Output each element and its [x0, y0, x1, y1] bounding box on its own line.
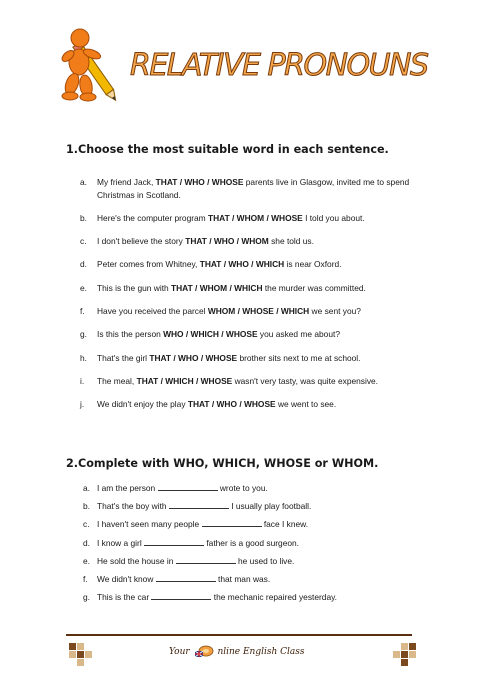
item-choice[interactable]: THAT / WHO / WHOM	[185, 236, 269, 247]
item-letter: i.	[80, 375, 85, 386]
item-choice[interactable]: WHO / WHICH / WHOSE	[163, 329, 258, 340]
answer-blank[interactable]	[144, 537, 204, 546]
page-title: RELATIVE PRONOUNS	[130, 48, 428, 83]
answer-blank[interactable]	[202, 518, 262, 527]
exercise1-item	[80, 328, 420, 341]
item-text	[97, 176, 420, 201]
item-text-after: is near Oxford.	[284, 259, 342, 270]
item-text	[97, 519, 308, 529]
item-letter: d.	[80, 259, 87, 270]
item-text	[97, 501, 311, 511]
section1-title: 1.Choose the most suitable word in each sentence.	[66, 143, 389, 156]
exercise1-item	[80, 352, 420, 365]
item-text-before: Here's the computer program	[97, 212, 208, 223]
item-letter: g.	[80, 329, 87, 340]
footer-brand	[169, 645, 305, 658]
item-text-before: The meal,	[97, 375, 137, 386]
item-text	[97, 538, 299, 548]
item-text	[97, 398, 420, 411]
item-letter: h.	[80, 352, 87, 363]
item-letter: c.	[80, 236, 87, 247]
exercise2-item	[83, 573, 403, 591]
item-text-after: she told us.	[268, 236, 314, 247]
item-text	[97, 352, 420, 365]
item-letter: b.	[80, 212, 87, 223]
item-letter: d.	[83, 537, 90, 548]
item-letter: f.	[80, 306, 85, 316]
item-letter: a.	[80, 177, 87, 187]
exercise1-item	[80, 258, 420, 271]
exercise2-item	[83, 482, 403, 500]
item-text	[97, 592, 337, 602]
item-choice[interactable]: THAT / WHO / WHOSE	[149, 352, 238, 363]
item-letter: j.	[80, 399, 85, 410]
footer-brand-before: Your	[169, 647, 190, 657]
item-text	[97, 556, 294, 566]
exercise2-item	[83, 537, 403, 555]
item-text	[97, 483, 268, 493]
item-text	[97, 282, 420, 295]
item-text-after: brother sits next to me at school.	[237, 352, 361, 363]
egg-flag-logo-icon	[194, 645, 214, 658]
footer-brand-after: nline English Class	[217, 647, 305, 657]
answer-blank[interactable]	[156, 573, 216, 582]
item-text-after: that man was.	[215, 573, 271, 584]
item-text-before: Have you received the parcel	[97, 306, 208, 316]
item-text-before: He sold the house in	[97, 555, 176, 566]
page-header	[0, 0, 477, 120]
item-text-after: I usually play football.	[228, 501, 312, 512]
item-choice[interactable]: THAT / WHOM / WHICH	[171, 282, 263, 293]
item-text	[97, 235, 420, 248]
answer-blank[interactable]	[151, 591, 211, 600]
item-text-after: wrote to you.	[217, 483, 268, 493]
item-text	[97, 212, 420, 225]
item-choice[interactable]: THAT / WHICH / WHOSE	[136, 375, 233, 386]
item-text-before: We didn't enjoy the play	[97, 399, 188, 410]
section2-title: 2.Complete with WHO, WHICH, WHOSE or WHOM.	[66, 457, 379, 470]
item-letter: c.	[83, 519, 90, 530]
section2-list	[83, 482, 403, 609]
item-text-after: we went to see.	[275, 399, 337, 410]
exercise2-item	[83, 518, 403, 536]
section1-list	[80, 176, 420, 421]
item-text-before: We didn't know	[97, 573, 156, 584]
item-text-after: wasn't very tasty, was quite expensive.	[232, 375, 379, 386]
item-text-before: I am the person	[97, 483, 158, 493]
item-text-before: I don't believe the story	[97, 236, 186, 247]
item-text-after: we sent you?	[309, 306, 361, 316]
exercise2-item	[83, 500, 403, 518]
item-text	[97, 305, 420, 318]
item-choice[interactable]: THAT / WHOM / WHOSE	[208, 212, 303, 223]
item-text-before: My friend Jack,	[97, 177, 156, 187]
item-choice[interactable]: THAT / WHO / WHOSE	[155, 177, 244, 187]
item-text	[97, 375, 420, 388]
item-text-before: That's the boy with	[97, 501, 169, 512]
exercise1-item	[80, 282, 420, 295]
item-text-after: face I knew.	[261, 519, 309, 530]
item-letter: e.	[80, 282, 87, 293]
item-text-after: he used to live.	[235, 555, 295, 566]
exercise1-item	[80, 305, 420, 318]
item-letter: f.	[83, 573, 88, 584]
item-text-before: That's the girl	[97, 352, 150, 363]
exercise1-item	[80, 235, 420, 248]
item-text-before: Peter comes from Whitney,	[97, 259, 200, 270]
footer-divider	[66, 634, 412, 636]
item-text-after: the murder was committed.	[262, 282, 366, 293]
item-text-before: I haven't seen many people	[97, 519, 202, 530]
exercise2-item	[83, 555, 403, 573]
exercise1-item	[80, 375, 420, 388]
item-text-before: Is this the person	[97, 329, 164, 340]
pencil-mascot-icon	[58, 26, 124, 108]
item-text-before: This is the car	[97, 592, 152, 603]
item-text-before: This is the gun with	[97, 282, 172, 293]
item-letter: a.	[83, 483, 90, 493]
item-choice[interactable]: WHOM / WHOSE / WHICH	[207, 306, 310, 316]
item-text-after: I told you about.	[302, 212, 365, 223]
item-text	[97, 574, 270, 584]
exercise2-item	[83, 591, 403, 609]
item-choice[interactable]: THAT / WHO / WHOSE	[187, 399, 276, 410]
item-letter: g.	[83, 592, 90, 603]
answer-blank[interactable]	[169, 500, 229, 509]
item-text	[97, 328, 420, 341]
exercise1-item	[80, 176, 420, 201]
answer-blank[interactable]	[176, 555, 236, 564]
item-letter: b.	[83, 501, 90, 512]
answer-blank[interactable]	[158, 482, 218, 491]
exercise1-item	[80, 212, 420, 225]
item-choice[interactable]: THAT / WHO / WHICH	[199, 259, 285, 270]
item-text-after: you asked me about?	[257, 329, 340, 340]
item-text-after: parents live in Glasgow, invited me to spend Christmas in Scotland.	[97, 177, 410, 200]
item-text-after: the mechanic repaired yesterday.	[211, 592, 338, 603]
item-text-after: father is a good surgeon.	[204, 537, 299, 548]
item-text	[97, 258, 420, 271]
item-letter: e.	[83, 555, 90, 566]
exercise1-item	[80, 398, 420, 411]
item-text-before: I know a girl	[97, 537, 145, 548]
